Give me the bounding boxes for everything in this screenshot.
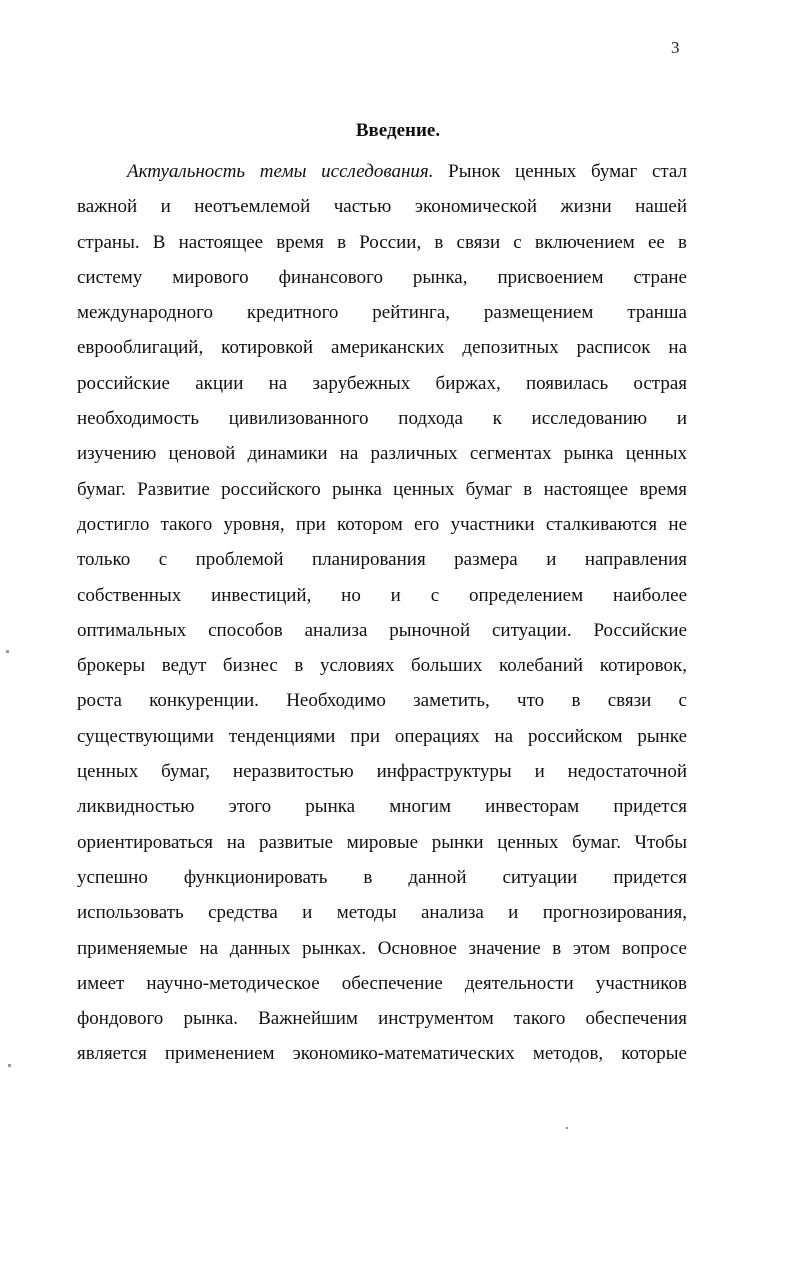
paragraph-line: ориентироваться на развитые мировые рынки ценных бумаг. Чтобы <box>77 831 687 853</box>
scan-speck <box>566 1127 568 1129</box>
paragraph-line: является применением экономико-математических методов, которые <box>77 1043 687 1065</box>
topic-relevance-lead: Актуальность темы исследования. <box>127 161 434 182</box>
paragraph-line: российские акции на зарубежных биржах, появилась острая <box>77 372 687 394</box>
paragraph-line: необходимость цивилизованного подхода к исследованию и <box>77 408 687 430</box>
paragraph-line: бумаг. Развитие российского рынка ценных бумаг в настоящее время <box>77 478 687 500</box>
paragraph-line: только с проблемой планирования размера и направления <box>77 549 687 571</box>
paragraph-line: важной и неотъемлемой частью экономической жизни нашей <box>77 196 687 218</box>
paragraph-line: фондового рынка. Важнейшим инструментом такого обеспечения <box>77 1008 687 1030</box>
paragraph-line <box>77 154 687 189</box>
paragraph-line: применяемые на данных рынках. Основное значение в этом вопросе <box>77 937 687 959</box>
paragraph-line: изучению ценовой динамики на различных сегментах рынка ценных <box>77 443 687 465</box>
paragraph-line: собственных инвестиций, но и с определением наиболее <box>77 584 687 606</box>
paragraph-line: роста конкуренции. Необходимо заметить, что в связи с <box>77 690 687 712</box>
paragraph-line: еврооблигаций, котировкой американских депозитных расписок на <box>77 337 687 359</box>
body-paragraph <box>77 154 687 1072</box>
paragraph-line: брокеры ведут бизнес в условиях больших колебаний котировок, <box>77 655 687 677</box>
paragraph-line: существующими тенденциями при операциях на российском рынке <box>77 725 687 747</box>
scan-speck <box>8 1064 11 1067</box>
paragraph-line: оптимальных способов анализа рыночной ситуации. Российские <box>77 619 687 641</box>
paragraph-line: международного кредитного рейтинга, размещением транша <box>77 302 687 324</box>
paragraph-line: ликвидностью этого рынка многим инвесторам придется <box>77 796 687 818</box>
lead-rest: Рынок ценных бумаг стал <box>448 161 687 182</box>
paragraph-line: систему мирового финансового рынка, присвоением стране <box>77 266 687 288</box>
paragraph-line: достигло такого уровня, при котором его участники сталкиваются не <box>77 513 687 535</box>
paragraph-line: использовать средства и методы анализа и прогнозирования, <box>77 902 687 924</box>
paragraph-line: страны. В настоящее время в России, в связи с включением ее в <box>77 231 687 253</box>
paragraph-line: успешно функционировать в данной ситуации придется <box>77 866 687 888</box>
section-heading: Введение. <box>355 120 441 141</box>
page-number: 3 <box>671 38 680 57</box>
scan-speck <box>6 650 9 653</box>
paragraph-line: имеет научно-методическое обеспечение деятельности участников <box>77 972 687 994</box>
paragraph-line: ценных бумаг, неразвитостью инфраструктуры и недостаточной <box>77 761 687 783</box>
